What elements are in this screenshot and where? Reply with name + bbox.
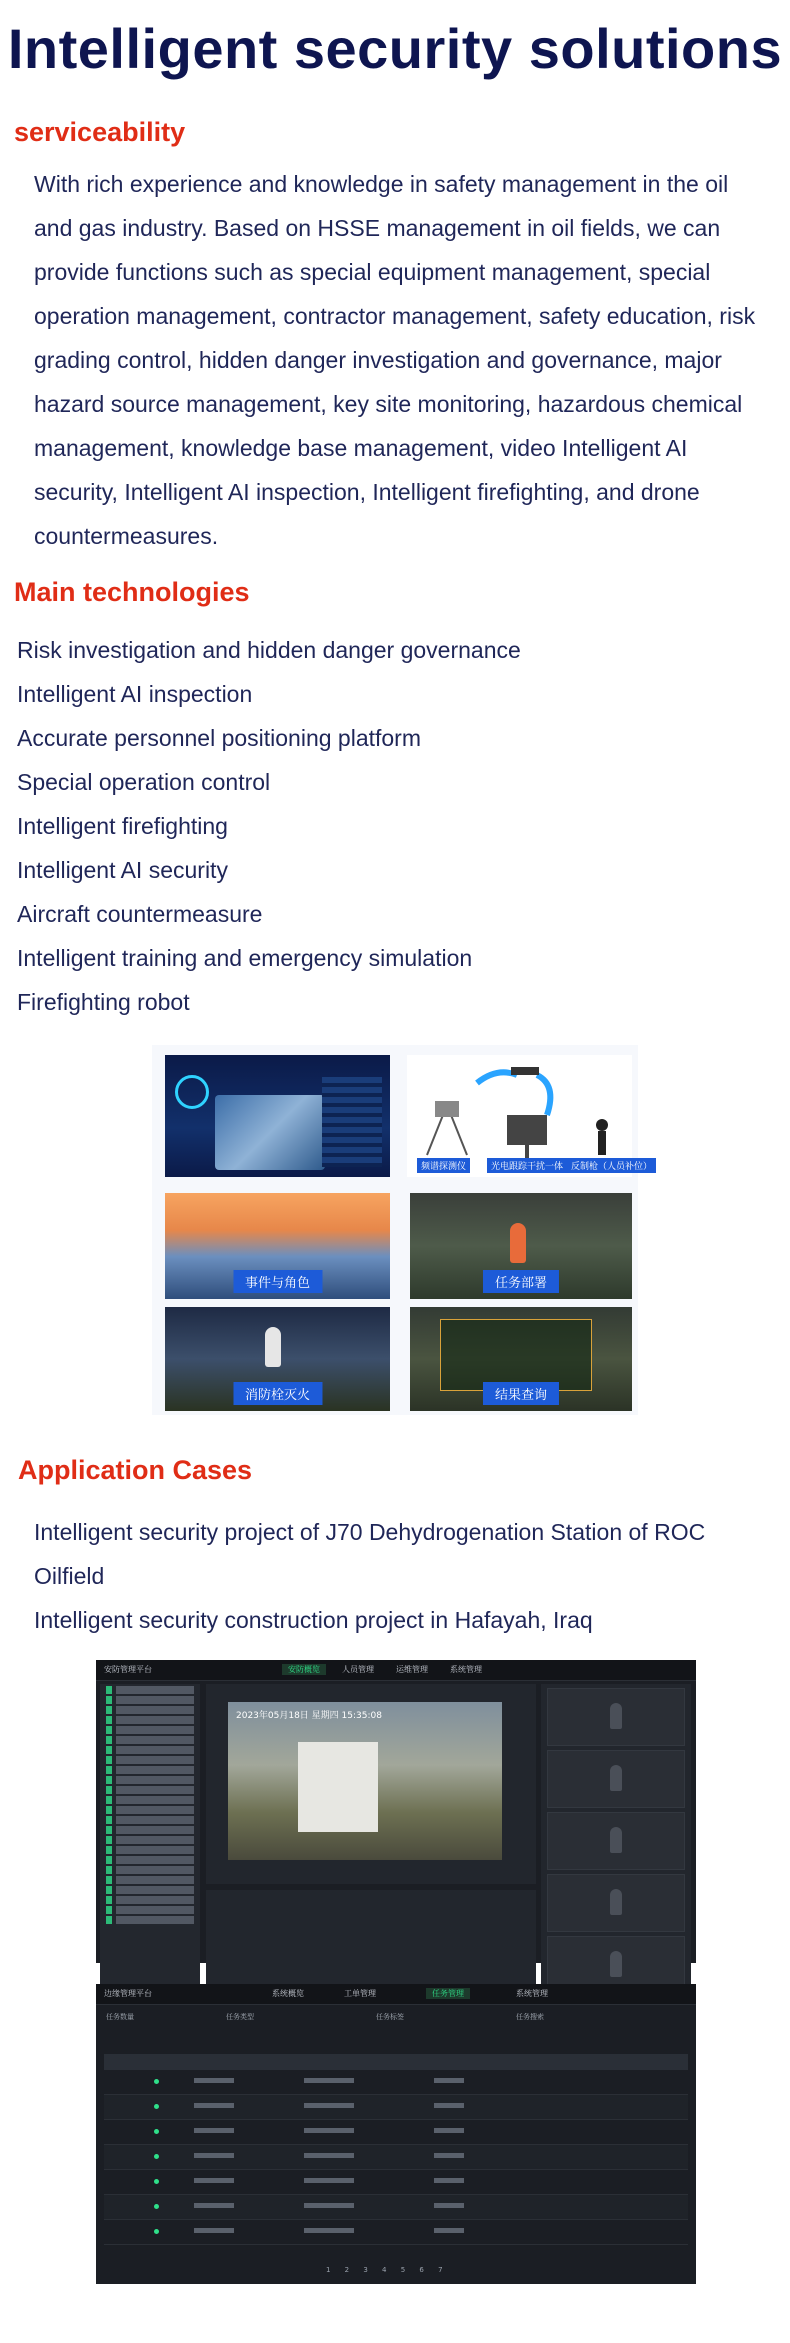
solution-image-collage — [152, 1045, 653, 1415]
alarm-panel — [206, 1890, 536, 1988]
training-scene-image — [410, 1307, 632, 1411]
case-item: Intelligent security construction project in Hafayah, Iraq — [34, 1607, 593, 1633]
nav-tab: 系统概览 — [272, 1989, 304, 1998]
image-caption: 消防栓灭火 — [233, 1382, 322, 1405]
tech-item: Intelligent firefighting — [17, 813, 228, 839]
cases-heading: Application Cases — [18, 1455, 253, 1485]
nav-tab: 系统管理 — [450, 1665, 482, 1674]
table-row — [104, 2220, 688, 2245]
edge-platform-screenshot — [96, 1984, 696, 2284]
nav-tab: 工单管理 — [344, 1989, 376, 1998]
table-row — [104, 2170, 688, 2195]
pagination: 1 2 3 4 5 6 7 — [326, 2266, 449, 2274]
technologies-list — [17, 628, 521, 1024]
task-table — [104, 2054, 688, 2245]
live-video-panel — [206, 1684, 536, 1884]
tech-item: Intelligent AI inspection — [17, 681, 253, 707]
training-scene-image — [165, 1307, 390, 1411]
table-row — [104, 2195, 688, 2220]
app-name: 边缘管理平台 — [104, 1989, 152, 1998]
tech-item: Special operation control — [17, 769, 271, 795]
nav-tab: 安防概览 — [282, 1664, 326, 1675]
camera-feed — [228, 1702, 502, 1860]
page-title: Intelligent security solutions — [7, 17, 783, 80]
dashboard-image — [165, 1055, 390, 1177]
nav-tab: 人员管理 — [342, 1665, 374, 1674]
technologies-heading: Main technologies — [14, 577, 250, 607]
cases-list — [34, 1510, 754, 1642]
tech-item: Intelligent training and emergency simulation — [17, 945, 473, 971]
data-panel — [322, 1077, 382, 1167]
worker-figure — [510, 1223, 526, 1263]
tech-item: Firefighting robot — [17, 989, 190, 1015]
app-name: 安防管理平台 — [104, 1665, 152, 1674]
training-scene-image — [165, 1193, 390, 1299]
image-caption: 事件与角色 — [233, 1270, 322, 1293]
table-header — [104, 2054, 688, 2070]
nav-tab: 任务管理 — [426, 1988, 470, 1999]
serviceability-heading: serviceability — [14, 117, 186, 147]
table-row — [104, 2070, 688, 2095]
training-scene-image — [410, 1193, 632, 1299]
alert-list — [541, 1684, 691, 1989]
nav-tab: 运维管理 — [396, 1665, 428, 1674]
diagram-label: 反制枪（人员补位） — [567, 1158, 656, 1173]
filter-label: 任务类型 — [226, 2013, 254, 2021]
container-structure — [298, 1742, 378, 1832]
diagram-label: 光电跟踪干扰一体 — [487, 1158, 567, 1173]
serviceability-paragraph: With rich experience and knowledge in safety management in the oil and gas industry. Based on HSSE management in oil fields, we can provide functions such as special equipment management, special operation management, contractor management, safety education, risk grading control, hidden danger investigation and governance, major hazard source management, key site monitoring, hazardous chemical management, knowledge base management, video Intelligent AI security, Intelligent AI inspection, Intelligent firefighting, and drone countermeasures. — [34, 171, 756, 549]
filter-label: 任务标签 — [376, 2013, 404, 2021]
nav-tab: 系统管理 — [516, 1989, 548, 1998]
top-nav — [96, 1984, 696, 2005]
device-tree — [100, 1684, 200, 1989]
filter-bar — [106, 2012, 686, 2026]
image-caption: 任务部署 — [483, 1270, 559, 1293]
tech-item: Aircraft countermeasure — [17, 901, 263, 927]
image-caption: 结果查询 — [483, 1382, 559, 1405]
table-row — [104, 2145, 688, 2170]
filter-label: 任务搜索 — [516, 2013, 544, 2021]
tech-item: Risk investigation and hidden danger governance — [17, 637, 521, 663]
tech-item: Intelligent AI security — [17, 857, 228, 883]
top-nav — [96, 1660, 696, 1681]
table-row — [104, 2120, 688, 2145]
firefighter-figure — [265, 1327, 281, 1367]
diagram-label: 频谱探测仪 — [417, 1158, 470, 1173]
drone-countermeasure-diagram — [407, 1055, 653, 1177]
plant-model-image — [215, 1095, 325, 1170]
case-item: Intelligent security project of J70 Dehydrogenation Station of ROC Oilfield — [34, 1519, 706, 1589]
tech-item: Accurate personnel positioning platform — [17, 725, 422, 751]
security-platform-screenshot — [96, 1660, 696, 1963]
gauge-icon — [175, 1075, 209, 1109]
video-timestamp: 2023年05月18日 星期四 15:35:08 — [236, 1711, 382, 1721]
filter-label: 任务数量 — [106, 2013, 134, 2021]
results-panel — [440, 1319, 592, 1391]
table-row — [104, 2095, 688, 2120]
